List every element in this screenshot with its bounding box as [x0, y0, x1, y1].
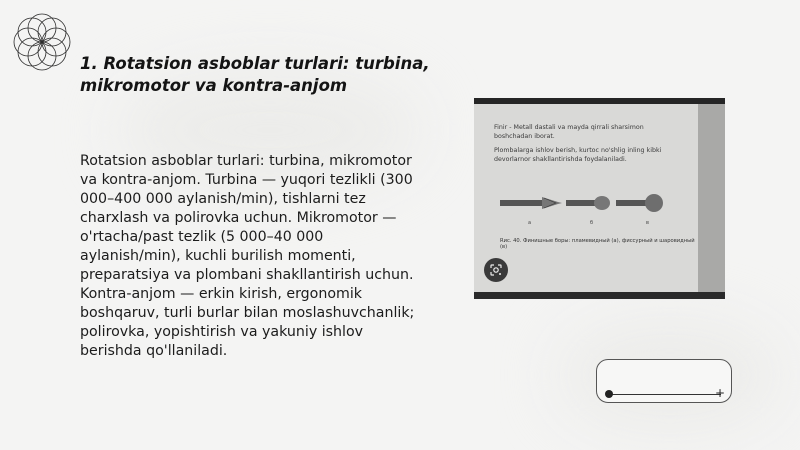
bur-label: a	[528, 220, 532, 226]
progress-end-marker: +	[715, 386, 726, 400]
photo-top-border	[474, 98, 725, 104]
interlocking-circles-logo-icon	[4, 4, 80, 80]
photo-caption: Rис. 40. Финишные боры: пламевидный (а), фиссурный и шаровидный (в)	[500, 238, 695, 250]
photo-text-line: Plombalarga ishlov berish, kurtoc no'shlig inling kibki	[494, 147, 662, 154]
embedded-textbook-photo[interactable]	[474, 98, 725, 299]
photo-right-shadow	[698, 104, 725, 292]
fissure-bur-image	[566, 193, 612, 213]
bur-label: в	[646, 220, 649, 226]
slide-body-text: Rotatsion asboblar turlari: turbina, mikromotor va kontra-anjom. Turbina — yuqori tezlikli (300 000–400 000 aylanish/min), tishlarni tez charxlash va polirovka uchun. Mikromotor — o'rtacha/past tezlik (5 000–40 000 aylanish/min), kuchli burilish momenti, preparatsiya va plombani shakllantirish uchun. Kontra-anjom — erkin kirish, ergonomik boshqaruv, turli burlar bilan moslashuvchanlik; polirovka, yopishtirish va yakuniy ishlov berishda qo'llaniladi.	[80, 153, 415, 359]
photo-bottom-border	[474, 292, 725, 299]
slide-title: 1. Rotatsion asboblar turlari: turbina, mikromotor va kontra-anjom	[80, 54, 430, 95]
flame-bur-image	[500, 193, 564, 213]
photo-text-line: devorlarnor shakllantirishda foydalaniladi.	[494, 156, 627, 163]
round-bur-image	[616, 193, 666, 213]
google-lens-icon[interactable]	[484, 258, 508, 282]
progress-track[interactable]	[609, 394, 721, 395]
photo-text-line: Finir - Metall dastali va mayda qirrali sharsimon	[494, 124, 644, 131]
bur-label: б	[590, 220, 594, 226]
slide-progress-widget	[596, 359, 732, 403]
photo-text-line: boshchadan iborat.	[494, 133, 555, 140]
progress-handle[interactable]	[605, 390, 613, 398]
